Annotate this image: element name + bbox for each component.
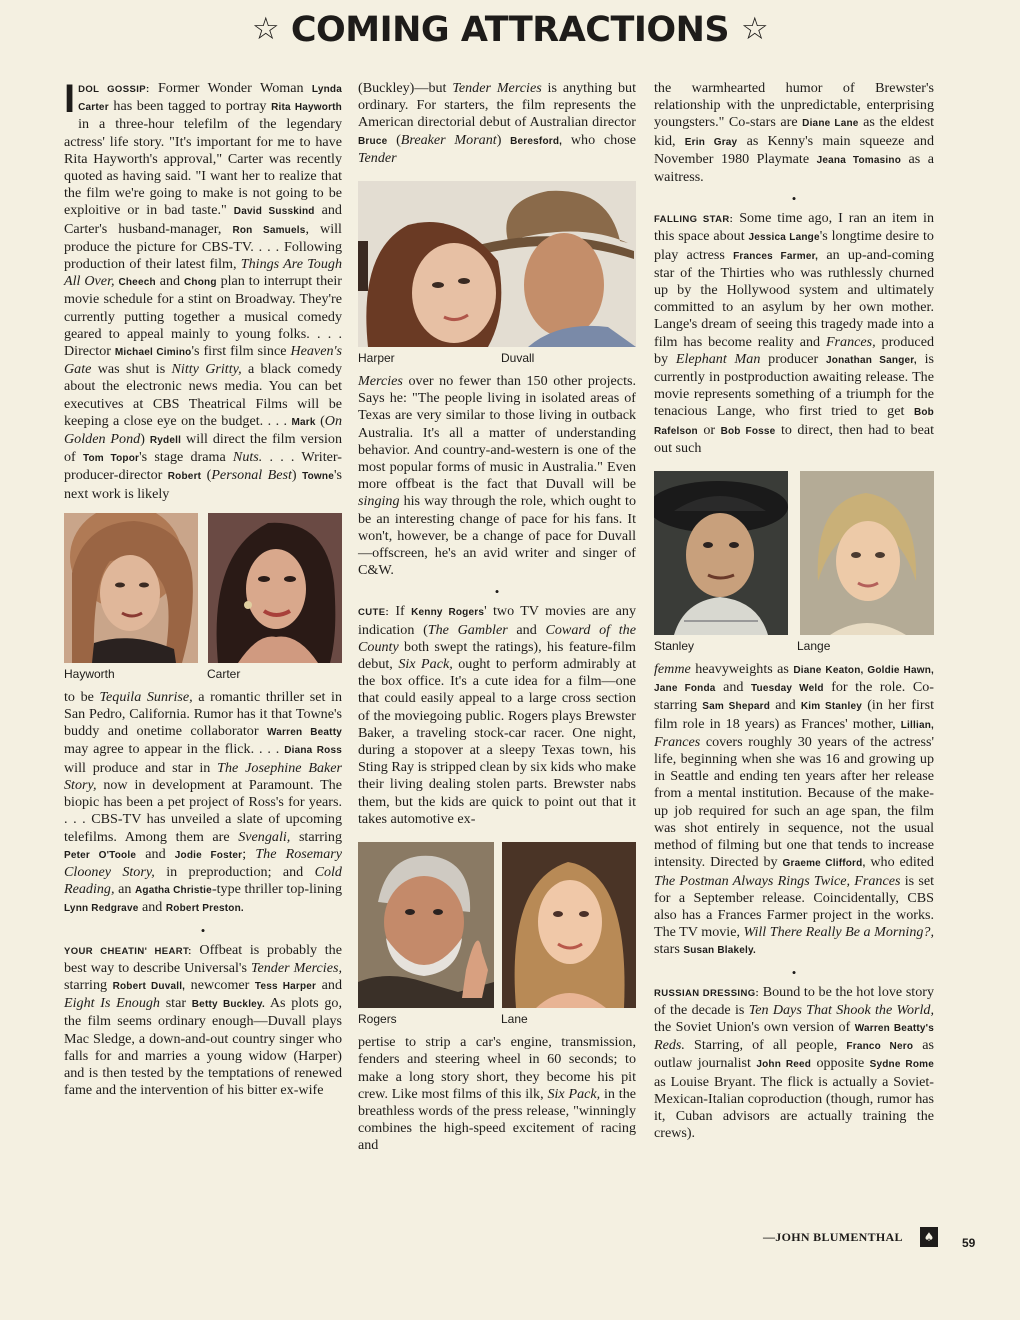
rabbit-logo-icon: ♠ <box>920 1227 938 1247</box>
article-paragraph: (Buckley)—but Tender Mercies is anything but ordinary. For starters, the film represents the American directorial debut of Australian director Bruce (Breaker Morant) Beresford, who chose Tender <box>358 80 637 166</box>
article-paragraph: FALLING STAR: Some time ago, I ran an item in this space about Jessica Lange's longtime desire to play actress Frances Farmer, an up-and-coming star of the Thirties who was ruthlessly churned up by the Hollywood system and ultimately committed to an asylum by her own mother. Lange's dream of seeing this tragedy made into a film has become reality and Frances, produced by Elephant Man producer Jonathan Sanger, is currently in postproduction awaiting release. The movie represents something of a triumph for the tenacious Lange, who first tried to get Bob Rafelson or Bob Fosse to direct, then had to beat out such <box>654 210 935 456</box>
italic-title: Six Pack, <box>547 1085 601 1102</box>
italic-title: Frances, <box>825 333 876 350</box>
article-paragraph: Mercies over no fewer than 150 other projects. Says he: "The people living in isolated areas of Texas are very similar to those living in outback Australia. It's all a matter of understanding behavior. And country-and-western is one of the most popular forms of music in Australia." Even more offbeat is the fact that Duvall will be singing his way through the role, which ought to be an interesting change of pace for his fans. It won't, however, be a change of pace for Duvall—offscreen, he's an avid writer and singer of C&W. <box>358 373 636 579</box>
person-name: Robert <box>167 471 202 483</box>
person-name: Warren Beatty's <box>854 1022 934 1034</box>
italic-title: Personal Best <box>211 467 292 484</box>
section-label: DOL GOSSIP: <box>78 84 150 95</box>
person-name: Tuesday Weld <box>750 683 824 695</box>
person-name: Agatha Christie <box>134 885 212 897</box>
italic-title: Tender Mercies, <box>250 959 342 976</box>
photo-carter <box>208 513 342 663</box>
person-name: Jeana Tomasino <box>816 154 901 166</box>
italic-title: Six Pack, <box>398 656 453 673</box>
person-name: Kenny Rogers <box>411 607 485 619</box>
person-name: Diana Ross <box>284 745 343 757</box>
caption-hayworth: Hayworth <box>64 666 115 681</box>
section-label: FALLING STAR: <box>654 214 734 226</box>
person-name: Sydne Rome <box>869 1059 934 1071</box>
person-name: Franco Nero <box>846 1041 914 1053</box>
article-paragraph: the warmhearted humor of Brewster's relationship with the unpredictable, enterprising youngsters." Co-stars are Diane Lane as the eldest kid, Erin Gray as Kenny's main squeeze and November 1980 Playmate Jeana Tomasino as a waitress. <box>654 80 934 186</box>
caption-rogers: Rogers <box>358 1012 397 1027</box>
column-3 <box>654 80 934 1142</box>
author-byline: —JOHN BLUMENTHAL <box>763 1230 903 1244</box>
photo-row <box>654 471 934 635</box>
person-name: Jodie Foster <box>174 849 243 861</box>
article-paragraph: pertise to strip a car's engine, transmission, fenders and steering wheel in 60 seconds; to make a long story short, they become his pit crew. Like most films of this ilk, Six Pack, in the breathless words of the press release, "winningly combines the high-speed excitement of racing and <box>358 1034 636 1154</box>
bullet-divider: • <box>791 964 797 980</box>
caption-lange: Lange <box>797 639 831 654</box>
person-name: John Reed <box>756 1059 812 1071</box>
person-name: Susan Blakely. <box>683 945 757 957</box>
italic-title: Tender Mercies <box>452 80 542 96</box>
person-name: Bruce <box>358 135 388 147</box>
bullet-divider: • <box>494 584 500 600</box>
person-name: Sam Shepard <box>702 701 771 713</box>
person-name: Tess Harper <box>254 980 317 992</box>
italic-title: Reds. <box>654 1037 685 1054</box>
photo-rogers <box>358 842 494 1008</box>
drop-cap: I <box>64 77 76 121</box>
person-name: Lillian, <box>900 719 934 731</box>
person-name: Erin Gray <box>684 136 738 148</box>
article-paragraph: femme heavyweights as Diane Keaton, Goldie Hawn, Jane Fonda and Tuesday Weld for the role. Co-starring Sam Shepard and Kim Stanley (in her first film role in 18 years) as Frances' mother, Lillian, Frances covers roughly 30 years of the actress' life, beginning when she was 16 and growing up in Seattle and ending ten years after her release from a mental institution. Because of the make-up job required for such an age span, the film was shot entirely in sequence, not the usual method of filming but one that tends to increase intensity. Directed by Graeme Clifford, who edited The Postman Always Rings Twice, Frances is set for a September release. Coincidentally, CBS also has a Frances Farmer project in the works. The TV movie, Will There Really Be a Morning?, stars Susan Blakely. <box>654 661 935 958</box>
article-paragraph: to be Tequila Sunrise, a romantic thriller set in San Pedro, California. Rumor has it that Towne's buddy and onetime collaborator Warren Beatty may agree to appear in the flick. . . . Diana Ross will produce and star in The Josephine Baker Story, now in development at Paramount. The biopic has been a pet project of Ross's for years. . . . CBS-TV has unveiled a slate of upcoming telefilms. Among them are Svengali, starring Peter O'Toole and Jodie Foster; The Rosemary Clooney Story, in preproduction; and Cold Reading, an Agatha Christie-type thriller top-lining Lynn Redgrave and Robert Preston. <box>64 688 343 916</box>
photo-captions <box>654 639 934 653</box>
person-name: Mark <box>291 416 316 428</box>
person-name: Kim Stanley <box>800 701 862 713</box>
italic-title: The Rosemary Clooney Story, <box>64 845 342 880</box>
italic-title: Breaker Morant <box>400 131 497 148</box>
column-2 <box>358 80 636 1155</box>
italic-title: The Gambler <box>427 621 508 638</box>
article-paragraph: YOUR CHEATIN' HEART: Offbeat is probably the best way to describe Universal's Tender Mercies, starring Robert Duvall, newcomer Tess Harper and Eight Is Enough star Betty Buckley. As plots go, the film seems ordinary enough—Duvall plays Mac Sledge, a down-and-out country singer who falls for and marries a young widow (Harper) and is then tested by the temptations of renewed fame and the intervention of his bitter ex-wife <box>64 941 343 1099</box>
italic-title: Nitty Gritty, <box>171 361 242 378</box>
italic-title: Frances <box>654 733 701 750</box>
person-name: Peter O'Toole <box>64 849 137 861</box>
person-name: Beresford, <box>510 135 563 147</box>
person-name: Chong <box>184 277 217 289</box>
caption-duvall: Duvall <box>501 351 535 366</box>
italic-title: Elephant Man <box>675 350 761 367</box>
photo-captions <box>64 667 342 681</box>
person-name: Diane Lane <box>802 118 859 130</box>
italic-title: Tequila Sunrise, <box>99 688 193 705</box>
italic-title: Tender <box>358 149 397 166</box>
person-name: Cheech <box>118 277 156 289</box>
person-name: Tom Topor <box>82 453 140 465</box>
photo-stanley <box>654 471 788 635</box>
photo-lane <box>502 842 636 1008</box>
article-paragraph: RUSSIAN DRESSING: Bound to be the hot love story of the decade is Ten Days That Shook the World, the Soviet Union's own version of Warren Beatty's Reds. Starring, of all people, Franco Nero as outlaw journalist John Reed opposite Sydne Rome as Louise Bryant. The flick is actually a Soviet-Mexican-Italian coproduction (though, rumor has it, Cuban advisors are actually training the crews). <box>654 983 935 1142</box>
article-paragraph: CUTE: If Kenny Rogers' two TV movies are any indication (The Gambler and Coward of the County both swept the ratings), his feature-film debut, Six Pack, ought to perform admirably at the box office. It's a cute idea for a film—one that could easily appeal to a large cross section of the moviegoing public. Rogers plays Brewster Baker, a traveling stock-car racer. One night, during a stopover at a sleepy Texas town, his Sting Ray is stripped clean by six kids who make their living dealing stolen parts. Brewster nabs them, but the kids are quick to point out that it takes automotive ex- <box>358 603 637 827</box>
person-name: Lynn Redgrave <box>64 903 139 915</box>
person-name: Michael Cimino <box>114 347 192 359</box>
person-name: Diane Keaton, Goldie Hawn, Jane Fonda <box>654 665 935 695</box>
italic-title: Eight Is Enough <box>64 995 160 1012</box>
person-name: Ron Samuels <box>232 224 306 236</box>
person-name: Robert Duvall, <box>112 980 186 992</box>
person-name: Betty Buckley. <box>191 999 265 1011</box>
italic-title: femme <box>654 661 691 678</box>
person-name: Graeme Clifford, <box>782 858 866 870</box>
italic-title: Mercies <box>358 373 403 390</box>
italic-title: Heaven's Gate <box>64 343 342 378</box>
headline-text: COMING ATTRACTIONS <box>290 10 730 50</box>
page-headline <box>0 10 1020 50</box>
italic-title: Nuts. <box>232 449 263 466</box>
italic-title: Things Are Tough All Over, <box>64 256 342 290</box>
person-name: Rydell <box>149 435 182 447</box>
italic-title: Ten Days That Shook the World, <box>748 1001 934 1018</box>
person-name: David Susskind <box>233 206 315 218</box>
bullet-divider: • <box>200 922 206 938</box>
person-name: Frances Farmer, <box>733 250 819 262</box>
page-number: 59 <box>962 1236 976 1250</box>
italic-title: The Josephine Baker Story, <box>64 759 342 793</box>
italic-title: singing <box>358 493 400 510</box>
photo-lange <box>800 471 934 635</box>
column-1 <box>64 77 343 1099</box>
section-label: YOUR CHEATIN' HEART: <box>64 945 192 957</box>
person-name: Towne <box>302 471 334 483</box>
person-name: Warren Beatty <box>267 727 343 739</box>
italic-title: On Golden Pond <box>64 412 343 448</box>
bullet-divider: • <box>791 191 797 207</box>
article-paragraph: IDOL GOSSIP: Former Wonder Woman Lynda Carter has been tagged to portray Rita Hayworth in a three-hour telefilm of the legendary actress' life story. "It's important for me to have Rita Hayworth's approval," Carter was recently quoted as having said. "I want her to realize that the film we're going to make is not going to be exploitive or in bad taste." David Susskind and Carter's husband-manager, Ron Samuels, will produce the picture for CBS-TV. . . . Following production of their latest film, Things Are Tough All Over, Cheech and Chong plan to interrupt their movie schedule for a stint on Broadway. They're currently putting together a musical comedy geared to appeal mainly to young folks. . . . Director Michael Cimino's first film since Heaven's Gate was shut is Nitty Gritty, a black comedy about the electronic news media. You can bet executives at CBS Theatrical Films will be keeping a close eye on the budget. . . . Mark (On Golden Pond) Rydell will direct the film version of Tom Topor's stage drama Nuts. . . . Writer-producer-director Robert (Personal Best) Towne's next work is likely <box>64 77 343 502</box>
italic-title: Coward of the County <box>358 621 636 655</box>
photo-harper-duvall <box>358 181 636 347</box>
star-icon: ☆ <box>251 11 280 47</box>
italic-title: The Postman Always Rings Twice, Frances <box>654 872 901 889</box>
photo-hayworth <box>64 513 198 663</box>
person-name: Robert Preston. <box>165 903 244 915</box>
star-icon: ☆ <box>740 11 769 47</box>
caption-carter: Carter <box>207 666 241 681</box>
person-name: Bob Rafelson <box>654 407 934 437</box>
photo-row <box>358 842 636 1008</box>
section-label: CUTE: <box>358 607 390 619</box>
caption-lane: Lane <box>501 1012 528 1027</box>
person-name: Jessica Lange <box>748 232 820 244</box>
person-name: Rita Hayworth <box>271 102 342 114</box>
caption-harper: Harper <box>358 351 395 366</box>
photo-captions <box>358 351 636 365</box>
person-name: Jonathan Sanger, <box>826 354 917 366</box>
person-name: Lynda Carter <box>78 84 342 114</box>
caption-stanley: Stanley <box>654 639 695 654</box>
italic-title: Will There Really Be a Morning?, <box>743 924 935 941</box>
photo-row <box>64 513 342 663</box>
section-label: RUSSIAN DRESSING: <box>654 987 760 999</box>
italic-title: Cold Reading, <box>64 863 342 898</box>
person-name: Bob Fosse <box>720 425 776 437</box>
photo-captions <box>358 1012 636 1026</box>
italic-title: Svengali, <box>238 828 291 845</box>
